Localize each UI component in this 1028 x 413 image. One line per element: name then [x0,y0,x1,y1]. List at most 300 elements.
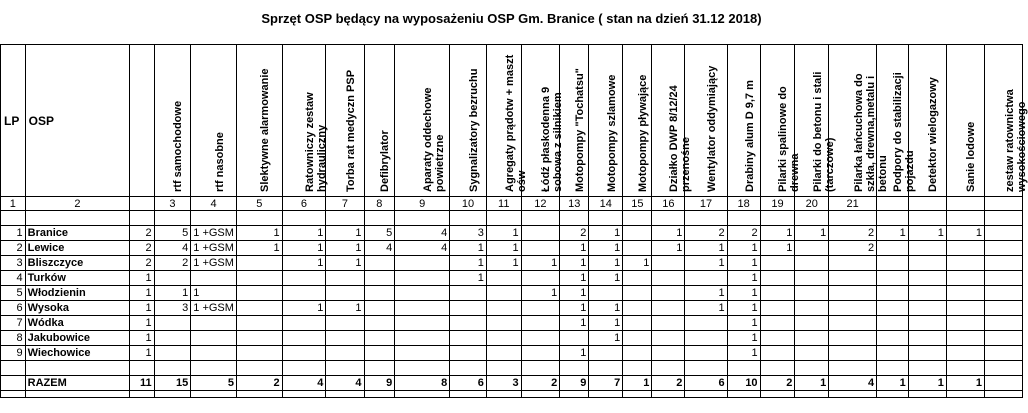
row-value: 1 [560,271,589,286]
row-lp: 1 [1,226,26,241]
row-value [908,241,946,256]
row-value [760,316,795,331]
column-header-label: Motopompy pływające [637,74,650,192]
column-header-wrap [795,45,836,196]
index-cell: 16 [652,197,685,211]
total-value: 9 [560,376,589,391]
row-value: 1 [685,241,727,256]
total-value: 2 [760,376,795,391]
total-value: 2 [236,376,282,391]
column-header-label: zestaw ratownictwa wysokościowego [1003,89,1028,192]
table-row [1,346,1023,361]
row-value [191,316,237,331]
row-value: 1 [450,241,487,256]
empty-cell [877,211,909,226]
row-value [946,346,984,361]
row-value [521,346,560,361]
column-header [908,45,946,197]
empty-cell [130,45,154,197]
empty-cell [364,391,395,398]
row-value [623,271,652,286]
row-value [395,256,450,271]
empty-cell [395,391,450,398]
index-cell: 6 [282,197,326,211]
total-row [1,376,1023,391]
row-value [946,331,984,346]
empty-cell [236,391,282,398]
row-value [760,271,795,286]
column-header [685,45,727,197]
empty-cell [560,211,589,226]
total-value: 6 [685,376,727,391]
column-header-label: Sygnalizatory bezruchu [468,68,481,192]
index-cell: 3 [154,197,191,211]
empty-cell [985,226,1023,241]
row-value [623,286,652,301]
empty-cell [985,346,1023,361]
empty-cell [560,391,589,398]
total-value: 9 [364,376,395,391]
row-value [395,286,450,301]
row-value [486,271,521,286]
empty-cell [908,391,946,398]
index-row [1,197,1023,211]
empty-cell [652,391,685,398]
row-value [282,331,326,346]
empty-cell [946,391,984,398]
row-value: 2 [130,256,154,271]
row-value [623,331,652,346]
empty-cell [191,361,237,376]
table-row [1,271,1023,286]
empty-cell [25,211,130,226]
row-value [236,256,282,271]
row-value [760,286,795,301]
row-value [560,331,589,346]
row-value: 1 [236,241,282,256]
row-value [521,226,560,241]
total-value: 7 [589,376,623,391]
row-value: 1 [652,241,685,256]
row-value: 1 [521,256,560,271]
index-cell: 4 [191,197,237,211]
row-value: 1 [685,301,727,316]
total-value: 6 [450,376,487,391]
index-cell [908,197,946,211]
row-value [652,316,685,331]
row-value: 1 [326,226,364,241]
column-header-wrap [450,45,486,196]
column-header-wrap [761,45,802,196]
row-value: 1 [589,226,623,241]
row-value: 1 [589,331,623,346]
row-value [364,271,395,286]
row-value [795,256,829,271]
row-value [652,271,685,286]
row-value [364,316,395,331]
empty-cell [727,361,760,376]
row-value [326,331,364,346]
row-osp-name: Włodzienin [25,286,130,301]
column-header [985,45,1028,197]
empty-cell [236,211,282,226]
index-cell [946,197,984,211]
row-value [486,331,521,346]
total-value: 11 [130,376,154,391]
column-header [282,45,326,197]
empty-cell [154,391,191,398]
empty-cell [685,211,727,226]
row-value: 1 [191,286,237,301]
column-header-wrap [155,45,191,196]
row-value: 4 [395,226,450,241]
row-value [946,271,984,286]
column-header-label: Sanie lodowe [965,121,978,192]
row-value: 1 +GSM [191,226,237,241]
row-value [795,301,829,316]
empty-cell [985,197,1023,211]
empty-cell [1,391,26,398]
column-header [326,45,364,197]
column-header [877,45,917,197]
empty-cell [623,361,652,376]
row-lp: 9 [1,346,26,361]
column-header-wrap [395,45,449,196]
column-header [795,45,836,197]
row-value [450,346,487,361]
column-header-wrap [365,45,395,196]
empty-cell [130,361,154,376]
empty-cell [364,361,395,376]
total-value: 8 [395,376,450,391]
row-value [326,316,364,331]
total-value: 2 [652,376,685,391]
row-lp: 6 [1,301,26,316]
row-value: 3 [450,226,487,241]
column-header-label: Drabiny alum D 9,7 m [743,80,756,192]
index-cell: 2 [25,197,130,211]
row-lp: 4 [1,271,26,286]
row-value: 1 +GSM [191,301,237,316]
row-value: 1 [560,256,589,271]
empty-cell [985,361,1023,376]
empty-cell [521,391,560,398]
empty-cell [760,361,795,376]
empty-cell [130,391,154,398]
row-value [326,346,364,361]
row-value [154,271,191,286]
empty-cell [623,211,652,226]
header-osp: OSP [25,45,130,197]
row-value: 1 [282,256,326,271]
row-value: 1 [450,271,487,286]
index-cell: 12 [521,197,560,211]
empty-cell [154,361,191,376]
row-value [623,346,652,361]
column-header [154,45,191,197]
row-osp-name: Wysoka [25,301,130,316]
row-value [623,316,652,331]
row-value [589,346,623,361]
row-value: 1 [908,226,946,241]
column-header-label: Motopompy "Tochatsu" [574,68,587,192]
column-header [364,45,395,197]
empty-cell [946,361,984,376]
row-value [877,346,909,361]
row-value: 1 [130,331,154,346]
row-value: 4 [395,241,450,256]
index-cell: 1 [1,197,26,211]
column-header-label: Pilarki spalinowe do drewna [777,86,802,192]
row-value: 1 [282,226,326,241]
row-value [154,331,191,346]
row-value: 1 [326,256,364,271]
row-value [236,331,282,346]
row-value: 1 [560,346,589,361]
row-value [946,256,984,271]
empty-cell [154,211,191,226]
total-value: 1 [908,376,946,391]
empty-cell [946,211,984,226]
total-value: 1 [623,376,652,391]
row-value [395,331,450,346]
row-value [829,256,877,271]
row-lp: 7 [1,316,26,331]
column-header [829,45,889,197]
row-value: 1 [130,271,154,286]
row-value: 3 [154,301,191,316]
row-value: 1 [560,286,589,301]
row-value [760,331,795,346]
row-value: 1 +GSM [191,241,237,256]
row-value [829,301,877,316]
empty-cell [985,376,1023,391]
empty-cell [236,361,282,376]
row-value: 1 [130,286,154,301]
row-value: 1 [130,316,154,331]
row-value [486,286,521,301]
empty-cell [560,361,589,376]
index-cell: 15 [623,197,652,211]
total-label: RAZEM [25,376,130,391]
column-header-label: Podpory do stabilizacji pojazdu [892,72,917,192]
column-header [395,45,450,197]
row-osp-name: Wiechowice [25,346,130,361]
index-cell: 17 [685,197,727,211]
row-osp-name: Bliszczyce [25,256,130,271]
row-value [685,331,727,346]
empty-cell [486,391,521,398]
header-row [1,45,1023,197]
column-header-label: Defibrylator [379,130,392,192]
column-header-label: Slektywne alarmowanie [259,68,272,192]
empty-cell [760,391,795,398]
row-value [395,346,450,361]
empty-cell [652,361,685,376]
empty-cell [486,361,521,376]
table-row [1,316,1023,331]
column-header-wrap [877,45,917,196]
table-row [1,331,1023,346]
row-value [877,241,909,256]
row-value [395,301,450,316]
column-header [946,45,984,197]
row-value: 1 [877,226,909,241]
row-value: 1 [560,316,589,331]
row-value [652,346,685,361]
row-value [877,256,909,271]
row-value: 1 +GSM [191,256,237,271]
row-value [364,256,395,271]
row-value: 2 [829,226,877,241]
row-value [795,241,829,256]
empty-cell [191,391,237,398]
empty-cell [877,361,909,376]
row-value [236,346,282,361]
column-header-label: Łódź płaskodenna 9 sobowa z silnikiem [540,86,565,192]
row-value [623,301,652,316]
index-cell: 13 [560,197,589,211]
row-lp: 8 [1,331,26,346]
tail-row [1,391,1023,398]
row-lp: 2 [1,241,26,256]
index-cell: 7 [326,197,364,211]
row-value [521,241,560,256]
column-header [521,45,565,197]
row-value [236,286,282,301]
equipment-table [0,44,1028,398]
column-header-wrap [237,45,282,196]
total-value: 15 [154,376,191,391]
row-value: 1 [685,286,727,301]
column-header-wrap [191,45,236,196]
row-value: 1 [486,241,521,256]
row-value [652,256,685,271]
row-value [795,286,829,301]
row-value [795,316,829,331]
empty-cell [795,361,829,376]
empty-cell [685,391,727,398]
sheet-title: Sprzęt OSP będący na wyposażeniu OSP Gm. Branice ( stan na dzień 31.12 2018) [261,11,762,26]
total-value: 4 [326,376,364,391]
empty-cell [450,211,487,226]
total-value: 5 [191,376,237,391]
column-header [450,45,487,197]
table-row [1,301,1023,316]
empty-cell [829,211,877,226]
column-header-wrap [487,45,528,196]
column-header [623,45,652,197]
column-header-wrap [623,45,651,196]
empty-cell [795,391,829,398]
row-value: 4 [154,241,191,256]
row-value [908,286,946,301]
row-value [829,316,877,331]
row-value [795,271,829,286]
column-header [236,45,282,197]
index-cell [877,197,909,211]
empty-cell [985,301,1023,316]
row-value: 4 [364,241,395,256]
row-value [395,271,450,286]
row-value [685,316,727,331]
table-row [1,286,1023,301]
row-value: 5 [364,226,395,241]
row-value [191,271,237,286]
row-value: 2 [130,226,154,241]
row-value [760,301,795,316]
empty-cell [985,271,1023,286]
empty-cell [829,391,877,398]
row-value [364,286,395,301]
index-cell: 21 [829,197,877,211]
row-value [760,256,795,271]
empty-cell [1,376,26,391]
row-value: 1 [760,226,795,241]
row-value: 1 [652,226,685,241]
total-value: 10 [727,376,760,391]
row-value [589,286,623,301]
column-header [191,45,237,197]
row-value: 1 [236,226,282,241]
column-header-label: Motopompy szlamowe [605,74,618,192]
row-value [795,331,829,346]
index-cell: 20 [795,197,829,211]
total-value: 1 [795,376,829,391]
column-header-label: Aparaty oddechowe powietrzne [422,87,447,192]
row-value: 2 [829,241,877,256]
row-value [154,316,191,331]
empty-cell [795,211,829,226]
row-value [395,316,450,331]
row-value: 1 [623,256,652,271]
row-value: 1 [760,241,795,256]
row-value [908,331,946,346]
row-value [829,286,877,301]
empty-cell [282,391,326,398]
row-value [521,271,560,286]
row-value [236,271,282,286]
row-value [652,286,685,301]
empty-cell [486,211,521,226]
blank-row [1,361,1023,376]
row-value [191,346,237,361]
index-cell [130,197,154,211]
index-cell: 10 [450,197,487,211]
row-osp-name: Jakubowice [25,331,130,346]
row-value: 1 [589,301,623,316]
column-header-wrap [728,45,760,196]
column-header-label: Ratowniczy zestaw hydrauliczny [303,92,328,192]
row-value: 1 [450,256,487,271]
empty-cell [1,361,26,376]
empty-cell [130,211,154,226]
row-value: 1 [130,346,154,361]
row-value: 2 [130,241,154,256]
row-value: 1 [727,346,760,361]
total-value: 1 [946,376,984,391]
column-header [652,45,693,197]
column-header-label: Pilarki do betonu i stali (tarczowe) [811,71,836,192]
empty-cell [25,361,130,376]
row-value [908,346,946,361]
row-value: 1 [326,301,364,316]
row-value [877,316,909,331]
row-value [877,301,909,316]
empty-cell [727,211,760,226]
row-value [236,316,282,331]
row-value: 1 [486,256,521,271]
